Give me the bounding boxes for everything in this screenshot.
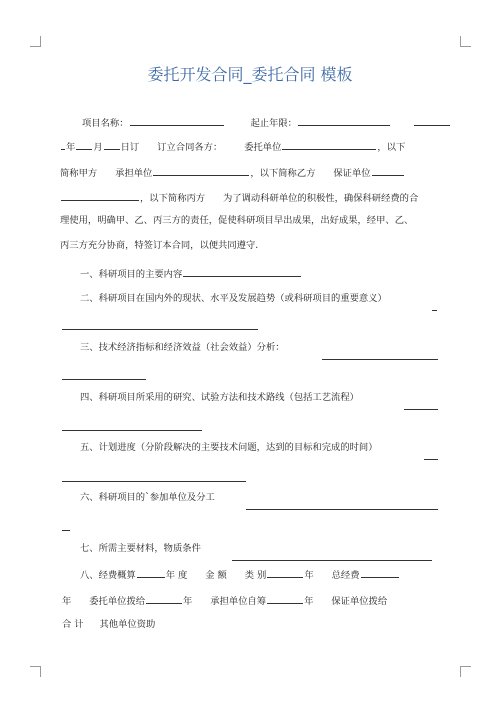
section-3	[80, 342, 285, 354]
section-6-blank[interactable]	[246, 500, 438, 510]
funding-guarantee-alloc: 保证单位拨给	[331, 596, 388, 607]
guarantee-unit-blank[interactable]	[372, 166, 404, 176]
header-line-4	[60, 191, 418, 205]
section-5-blank-2[interactable]	[62, 472, 246, 482]
header-line-2	[60, 140, 405, 154]
section-8-amount: 金 额	[205, 570, 227, 581]
crop-mark-bottom-left	[30, 666, 41, 677]
section-8-blank-1[interactable]	[137, 568, 165, 578]
section-1	[80, 267, 302, 281]
section-8-year: 年	[304, 570, 314, 581]
purpose-line-2: 理使用，明确甲、乙、丙三方的责任，促使科研项目早出成果，出好成果，经甲、乙、	[60, 215, 414, 226]
entrust-unit-label: 委托单位	[244, 142, 282, 153]
section-1-label: 一、科研项目的主要内容	[80, 269, 183, 280]
deadline-blank[interactable]	[298, 116, 390, 126]
year-blank[interactable]	[61, 140, 65, 150]
purpose-line-3: 丙三方充分协商，特签订本合同，以便共同遵守.	[60, 240, 259, 251]
day-blank[interactable]	[104, 140, 120, 150]
section-7-label: 七、所需主要材料，物质条件	[80, 543, 201, 554]
section-5-label: 五、计划进度（分阶段解决的主要技术问题，达到的目标和完成的时间）	[80, 442, 378, 453]
day-signed-label: 日订	[120, 142, 140, 153]
month-label: 月	[93, 142, 103, 153]
section-4-blank[interactable]	[404, 400, 438, 410]
header-line-3	[60, 166, 405, 180]
section-3-blank[interactable]	[322, 350, 438, 360]
funding-entrust-alloc: 委托单位拨给	[89, 596, 146, 607]
section-3-label: 三、技术经济指标和经济效益（社会效益）分析：	[80, 342, 285, 353]
below-called-a: ，以下	[377, 142, 406, 153]
section-5	[80, 442, 378, 454]
below-called-c: ，以下简称丙方	[140, 193, 206, 204]
section-8-blank-2[interactable]	[267, 568, 303, 578]
entrust-unit-blank[interactable]	[282, 140, 376, 150]
section-8	[80, 568, 400, 582]
section-3-blank-2[interactable]	[62, 370, 146, 380]
section-5-blank[interactable]	[424, 450, 438, 460]
funding-undertake-self: 承担单位自筹	[210, 596, 267, 607]
crop-mark-top-left	[30, 36, 41, 47]
funding-entrust-blank[interactable]	[146, 594, 182, 604]
funding-year-2: 年	[183, 596, 193, 607]
section-4-blank-2[interactable]	[62, 421, 202, 431]
section-6-blank-2[interactable]	[62, 521, 70, 531]
funding-year-3: 年	[304, 596, 314, 607]
section-6-label: 六、科研项目的`参加单位及分工	[80, 492, 215, 503]
section-1-blank[interactable]	[183, 267, 301, 277]
below-called-b: ，以下简称乙方	[250, 168, 316, 179]
section-2-blank-tail[interactable]	[432, 301, 437, 311]
header-line-1	[82, 116, 451, 130]
parties-label: 订立合同各方：	[157, 142, 223, 153]
funding-other: 其他单位资助	[99, 619, 156, 630]
section-6	[80, 492, 215, 504]
section-2-blank[interactable]	[62, 320, 258, 330]
deadline-label: 起止年限：	[250, 118, 297, 129]
section-8-label: 八、经费概算	[80, 570, 136, 581]
section-8-blank-3[interactable]	[361, 568, 399, 578]
project-name-blank[interactable]	[130, 116, 224, 126]
document-title: 委托开发合同_委托合同 模板	[147, 65, 353, 84]
section-2	[80, 293, 387, 305]
guarantee-unit-label: 保证单位	[333, 168, 371, 179]
funding-line-1	[62, 594, 387, 608]
year-label: 年	[66, 142, 76, 153]
undertake-unit-label: 承担单位	[115, 168, 153, 179]
section-8-total: 总经费	[331, 570, 360, 581]
funding-year: 年	[62, 596, 72, 607]
crop-mark-bottom-right	[460, 666, 471, 677]
funding-line-2	[62, 619, 155, 631]
section-8-category: 类 别	[244, 570, 267, 581]
project-name-label: 项目名称：	[82, 118, 129, 129]
deadline-blank-2[interactable]	[414, 116, 450, 126]
section-7	[80, 543, 201, 555]
funding-undertake-blank[interactable]	[267, 594, 303, 604]
guarantee-unit-blank-2[interactable]	[61, 191, 139, 201]
section-4-label: 四、科研项目所采用的研究、试验方法和技术路线（包括工艺流程）	[80, 392, 359, 403]
section-4	[80, 392, 359, 404]
funding-total: 合 计	[62, 619, 84, 630]
undertake-unit-blank[interactable]	[153, 166, 249, 176]
section-2-label: 二、科研项目在国内外的现状、水平及发展趋势（或科研项目的重要意义）	[80, 293, 387, 304]
section-8-year-degree: 年 度	[165, 570, 188, 581]
month-blank[interactable]	[76, 140, 92, 150]
crop-mark-top-right	[460, 36, 471, 47]
called-a-label: 简称甲方	[60, 168, 98, 179]
purpose-line-1: 为了调动科研单位的积极性，确保科研经费的合	[223, 193, 419, 204]
section-7-blank[interactable]	[232, 551, 432, 561]
